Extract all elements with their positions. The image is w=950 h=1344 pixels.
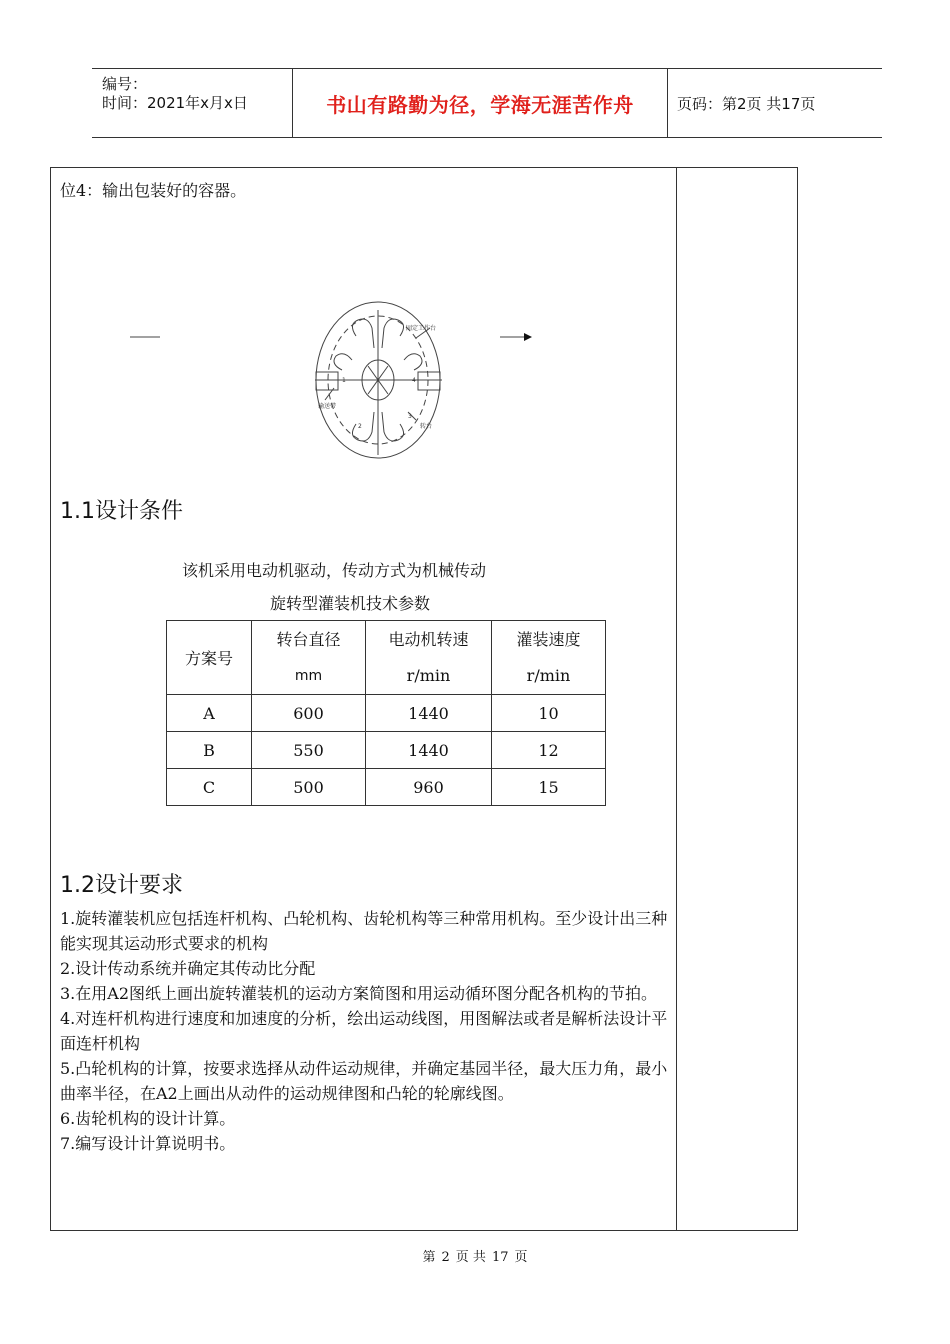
- footer-total-pages: 17: [491, 1250, 509, 1265]
- slot-bottom-left: [352, 412, 374, 441]
- cell-plan: B: [167, 732, 252, 769]
- conveyor-left: [316, 372, 338, 390]
- station-4-text: 位4：输出包装好的容器。: [60, 181, 247, 200]
- footer-page-number: 2: [441, 1250, 450, 1265]
- list-item: 2.设计传动系统并确定其传动比分配: [60, 959, 316, 978]
- document-number-label: 编号：: [102, 75, 148, 93]
- header-left-cell: [92, 69, 292, 137]
- slot-top-left: [352, 319, 374, 348]
- col-plan: 方案号: [167, 621, 252, 695]
- list-item: 5.凸轮机构的计算，按要求选择从动件运动规律，并确定基园半径，最大压力角，最小曲率半径，在A2上画出从动件的运动规律图和凸轮的轮廓线图。: [60, 1059, 668, 1103]
- document-time-label: 时间：2021年x月x日: [102, 94, 248, 112]
- cell-diameter: 600: [252, 695, 366, 732]
- col-fill-speed: 灌装速度 r/min: [492, 621, 606, 695]
- list-item: 6.齿轮机构的设计计算。: [60, 1109, 236, 1128]
- station-number-4: 4: [412, 377, 416, 384]
- conveyor-right: [418, 372, 440, 390]
- section-1-2-heading: 1.2设计要求: [60, 873, 183, 898]
- slot-top-right: [382, 319, 404, 348]
- list-item: 1.旋转灌装机应包括连杆机构、凸轮机构、齿轮机构等三种常用机构。至少设计出三种能实现其运动形式要求的机构: [60, 909, 668, 953]
- rotary-filler-diagram: [120, 300, 560, 470]
- section-1-1-heading: 1.1设计条件: [60, 499, 183, 524]
- col-diameter: 转台直径 mm: [252, 621, 366, 695]
- output-arrow-head: [524, 333, 532, 341]
- cell-plan: C: [167, 769, 252, 806]
- footer-suffix: 页: [514, 1250, 528, 1265]
- cell-fill-speed: 10: [492, 695, 606, 732]
- content-frame-divider: [676, 167, 677, 1231]
- station-number-1: 1: [342, 377, 346, 384]
- cell-motor-speed: 1440: [366, 732, 492, 769]
- cell-motor-speed: 1440: [366, 695, 492, 732]
- station-number-2: 2: [358, 423, 362, 430]
- list-item: 4.对连杆机构进行速度和加速度的分析，绘出运动线图，用图解法或者是解析法设计平面连杆机构: [60, 1009, 668, 1053]
- station-number-3: 3: [408, 413, 412, 420]
- slot-left: [334, 354, 352, 370]
- slot-right: [404, 354, 422, 370]
- header-motto: 书山有路勤为径，学海无涯苦作舟: [326, 92, 634, 117]
- col-motor-speed: 电动机转速 r/min: [366, 621, 492, 695]
- label-turntable: 转台: [420, 423, 433, 430]
- cell-plan: A: [167, 695, 252, 732]
- cell-diameter: 550: [252, 732, 366, 769]
- parameter-table: [166, 620, 606, 806]
- cell-fill-speed: 15: [492, 769, 606, 806]
- table-row: [167, 732, 606, 769]
- page-footer: [0, 1246, 950, 1265]
- page-header: [92, 68, 882, 138]
- label-conveyor: 输送带: [318, 403, 337, 410]
- footer-mid: 页 共: [455, 1250, 486, 1265]
- header-page-label: 页码：第2页 共17页: [677, 94, 816, 113]
- requirements-list: [60, 906, 672, 1156]
- table-row: [167, 769, 606, 806]
- cell-diameter: 500: [252, 769, 366, 806]
- header-page-cell: [667, 69, 882, 137]
- header-motto-cell: [292, 69, 668, 137]
- cell-fill-speed: 12: [492, 732, 606, 769]
- table-title: 旋转型灌装机技术参数: [270, 594, 431, 613]
- cell-motor-speed: 960: [366, 769, 492, 806]
- list-item: 3.在用A2图纸上画出旋转灌装机的运动方案简图和用运动循环图分配各机构的节拍。: [60, 984, 658, 1003]
- table-row: [167, 695, 606, 732]
- label-fixed-workbench: 固定工作台: [406, 325, 437, 332]
- drive-description: 该机采用电动机驱动，传动方式为机械传动: [182, 561, 487, 580]
- table-header-row: [167, 621, 606, 695]
- footer-prefix: 第: [422, 1250, 436, 1265]
- slot-bottom-right: [382, 412, 404, 441]
- list-item: 7.编写设计计算说明书。: [60, 1134, 236, 1153]
